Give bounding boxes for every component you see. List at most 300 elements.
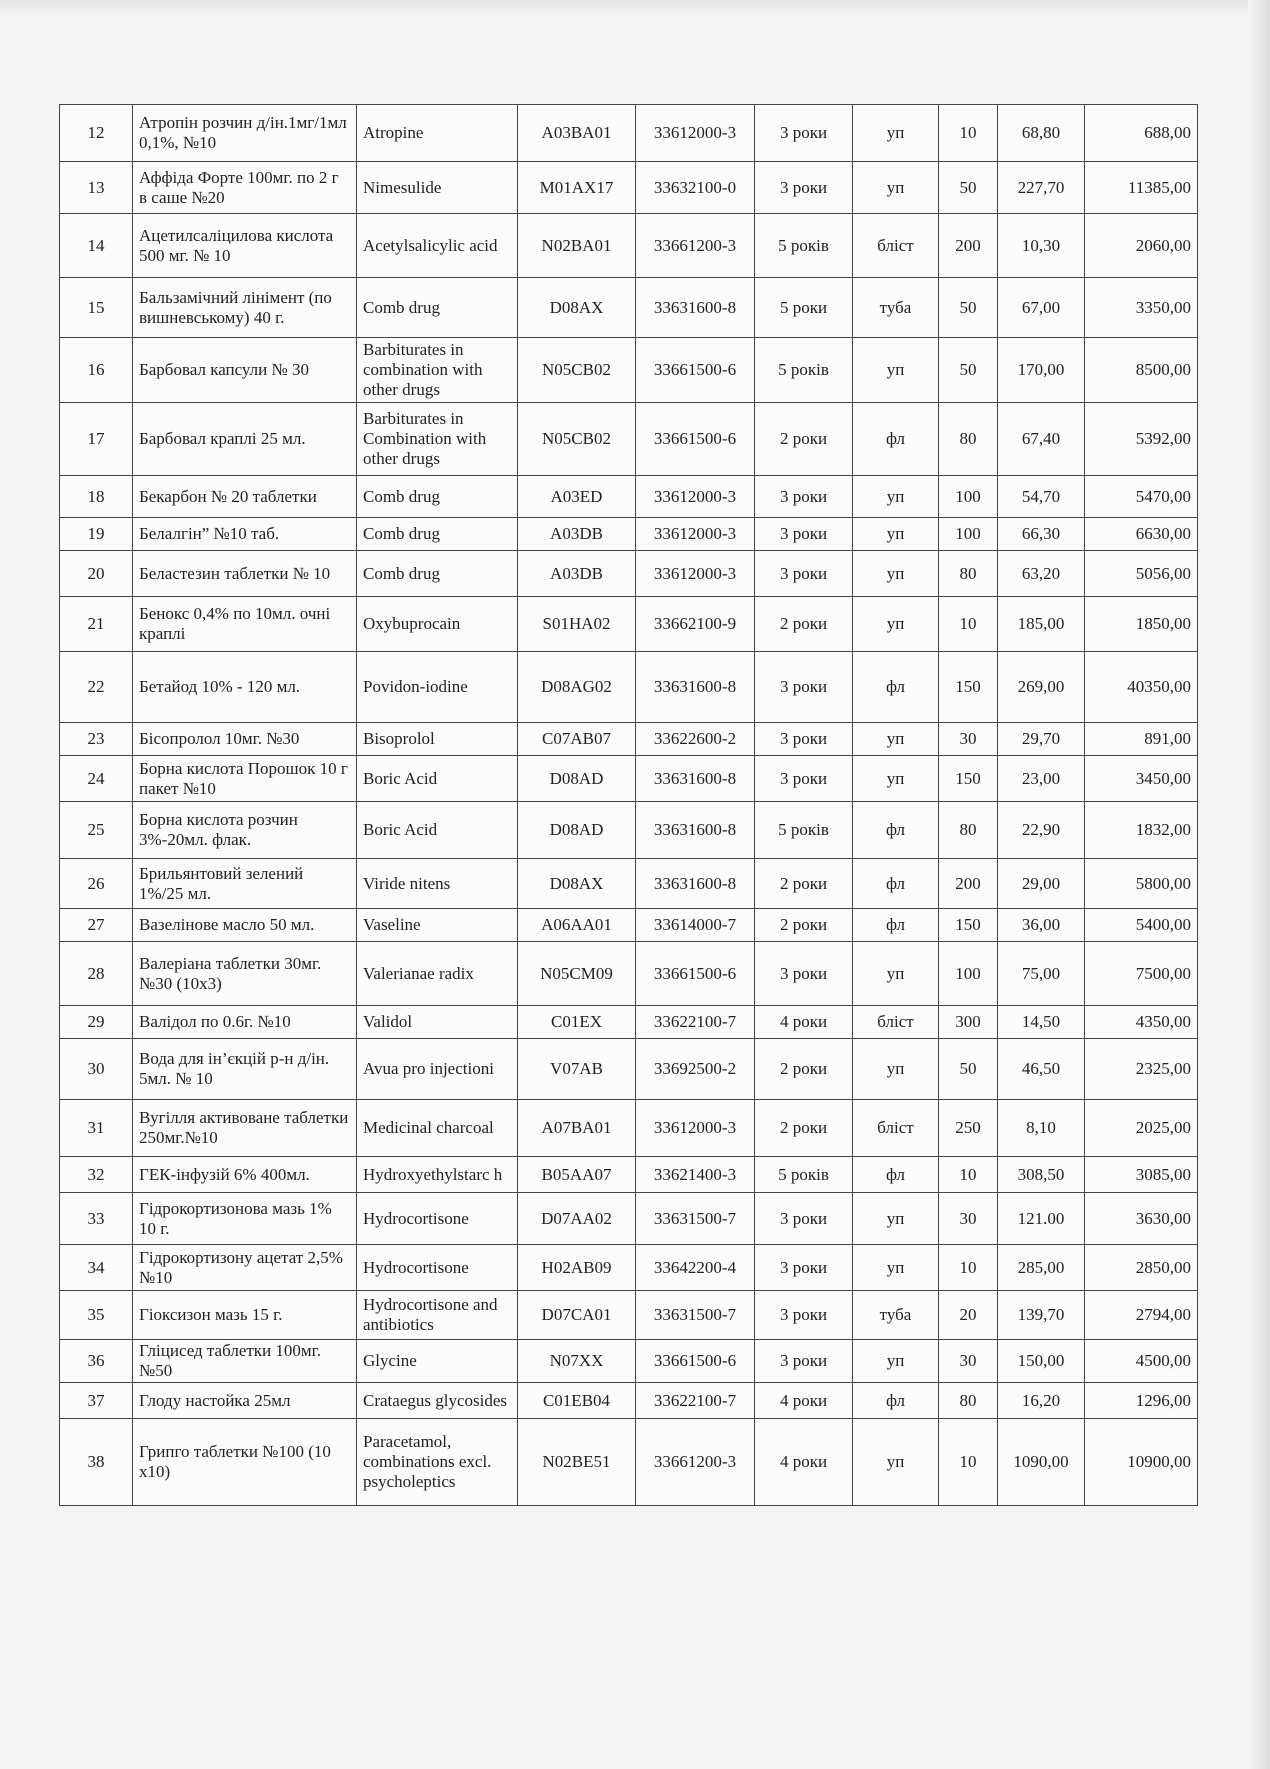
total-sum-cell: 2325,00 (1085, 1039, 1198, 1100)
unit-price-cell: 67,40 (998, 403, 1085, 476)
row-number-cell: 23 (60, 723, 133, 756)
unit-cell: уп (853, 1245, 939, 1291)
table-row (60, 597, 1198, 652)
inn-name-cell: Barbiturates in Combination with other drugs (357, 403, 518, 476)
drug-name-cell: Атропін розчин д/ін.1мг/1мл 0,1%, №10 (133, 105, 357, 162)
total-sum-cell: 5392,00 (1085, 403, 1198, 476)
shelf-life-cell: 3 роки (755, 1245, 853, 1291)
table-row (60, 1340, 1198, 1383)
total-sum-cell: 4350,00 (1085, 1006, 1198, 1039)
atc-code-cell: B05AA07 (518, 1157, 636, 1193)
atc-code-cell: C07AB07 (518, 723, 636, 756)
table-row (60, 652, 1198, 723)
drug-name-cell: Вугілля активоване таблетки 250мг.№10 (133, 1100, 357, 1157)
dk-code-cell: 33622100-7 (636, 1383, 755, 1419)
quantity-cell: 80 (939, 1383, 998, 1419)
row-number-cell: 14 (60, 214, 133, 278)
quantity-cell: 10 (939, 597, 998, 652)
total-sum-cell: 11385,00 (1085, 162, 1198, 214)
atc-code-cell: D08AX (518, 278, 636, 338)
dk-code-cell: 33622600-2 (636, 723, 755, 756)
inn-name-cell: Boric Acid (357, 756, 518, 802)
inn-name-cell: Comb drug (357, 518, 518, 551)
drug-name-cell: Валеріана таблетки 30мг. №30 (10x3) (133, 942, 357, 1006)
total-sum-cell: 3085,00 (1085, 1157, 1198, 1193)
unit-price-cell: 68,80 (998, 105, 1085, 162)
unit-cell: фл (853, 1157, 939, 1193)
table-row (60, 1039, 1198, 1100)
drug-name-cell: Бекарбон № 20 таблетки (133, 476, 357, 518)
inn-name-cell: Comb drug (357, 278, 518, 338)
inn-name-cell: Bisoprolol (357, 723, 518, 756)
shelf-life-cell: 3 роки (755, 652, 853, 723)
shelf-life-cell: 4 роки (755, 1383, 853, 1419)
inn-name-cell: Valerianae radix (357, 942, 518, 1006)
row-number-cell: 29 (60, 1006, 133, 1039)
total-sum-cell: 1850,00 (1085, 597, 1198, 652)
inn-name-cell: Atropine (357, 105, 518, 162)
row-number-cell: 32 (60, 1157, 133, 1193)
total-sum-cell: 5056,00 (1085, 551, 1198, 597)
row-number-cell: 16 (60, 338, 133, 403)
quantity-cell: 80 (939, 403, 998, 476)
atc-code-cell: D08AG02 (518, 652, 636, 723)
quantity-cell: 50 (939, 278, 998, 338)
quantity-cell: 150 (939, 756, 998, 802)
inn-name-cell: Povidon-iodine (357, 652, 518, 723)
shelf-life-cell: 2 роки (755, 909, 853, 942)
table-row (60, 756, 1198, 802)
total-sum-cell: 891,00 (1085, 723, 1198, 756)
row-number-cell: 35 (60, 1291, 133, 1340)
drug-name-cell: Брильянтовий зелений 1%/25 мл. (133, 859, 357, 909)
row-number-cell: 19 (60, 518, 133, 551)
dk-code-cell: 33632100-0 (636, 162, 755, 214)
unit-cell: бліст (853, 214, 939, 278)
inn-name-cell: Viride nitens (357, 859, 518, 909)
drug-name-cell: Глоду настойка 25мл (133, 1383, 357, 1419)
table-row (60, 1383, 1198, 1419)
quantity-cell: 20 (939, 1291, 998, 1340)
table-row (60, 518, 1198, 551)
dk-code-cell: 33631600-8 (636, 802, 755, 859)
dk-code-cell: 33661500-6 (636, 338, 755, 403)
quantity-cell: 300 (939, 1006, 998, 1039)
unit-price-cell: 14,50 (998, 1006, 1085, 1039)
inn-name-cell: Hydrocortisone and antibiotics (357, 1291, 518, 1340)
row-number-cell: 15 (60, 278, 133, 338)
row-number-cell: 24 (60, 756, 133, 802)
atc-code-cell: A07BA01 (518, 1100, 636, 1157)
total-sum-cell: 5400,00 (1085, 909, 1198, 942)
inn-name-cell: Barbiturates in combination with other drugs (357, 338, 518, 403)
total-sum-cell: 8500,00 (1085, 338, 1198, 403)
total-sum-cell: 1832,00 (1085, 802, 1198, 859)
total-sum-cell: 2794,00 (1085, 1291, 1198, 1340)
dk-code-cell: 33612000-3 (636, 105, 755, 162)
dk-code-cell: 33631500-7 (636, 1291, 755, 1340)
total-sum-cell: 2025,00 (1085, 1100, 1198, 1157)
row-number-cell: 18 (60, 476, 133, 518)
unit-price-cell: 16,20 (998, 1383, 1085, 1419)
row-number-cell: 12 (60, 105, 133, 162)
table-row (60, 1419, 1198, 1506)
inn-name-cell: Hydrocortisone (357, 1245, 518, 1291)
unit-cell: уп (853, 476, 939, 518)
table-body (60, 105, 1198, 1506)
dk-code-cell: 33631500-7 (636, 1193, 755, 1245)
quantity-cell: 150 (939, 909, 998, 942)
drug-name-cell: Вода для ін’єкцій р-н д/ін. 5мл. № 10 (133, 1039, 357, 1100)
shelf-life-cell: 3 роки (755, 1340, 853, 1383)
dk-code-cell: 33631600-8 (636, 859, 755, 909)
dk-code-cell: 33661500-6 (636, 942, 755, 1006)
atc-code-cell: H02AB09 (518, 1245, 636, 1291)
dk-code-cell: 33631600-8 (636, 756, 755, 802)
dk-code-cell: 33612000-3 (636, 551, 755, 597)
dk-code-cell: 33612000-3 (636, 1100, 755, 1157)
atc-code-cell: M01AX17 (518, 162, 636, 214)
dk-code-cell: 33661500-6 (636, 1340, 755, 1383)
quantity-cell: 50 (939, 162, 998, 214)
scan-top-shadow (0, 0, 1270, 18)
row-number-cell: 38 (60, 1419, 133, 1506)
inn-name-cell: Boric Acid (357, 802, 518, 859)
drug-name-cell: Валідол по 0.6г. №10 (133, 1006, 357, 1039)
shelf-life-cell: 3 роки (755, 476, 853, 518)
row-number-cell: 20 (60, 551, 133, 597)
unit-price-cell: 66,30 (998, 518, 1085, 551)
drug-name-cell: Гідрокортизонова мазь 1% 10 г. (133, 1193, 357, 1245)
shelf-life-cell: 3 роки (755, 1291, 853, 1340)
total-sum-cell: 3630,00 (1085, 1193, 1198, 1245)
dk-code-cell: 33614000-7 (636, 909, 755, 942)
shelf-life-cell: 5 років (755, 214, 853, 278)
table-row (60, 909, 1198, 942)
quantity-cell: 200 (939, 859, 998, 909)
dk-code-cell: 33631600-8 (636, 278, 755, 338)
unit-cell: фл (853, 1383, 939, 1419)
inn-name-cell: Comb drug (357, 476, 518, 518)
unit-cell: фл (853, 859, 939, 909)
table-row (60, 1006, 1198, 1039)
row-number-cell: 27 (60, 909, 133, 942)
unit-cell: уп (853, 162, 939, 214)
drug-name-cell: Гідрокортизону ацетат 2,5% №10 (133, 1245, 357, 1291)
atc-code-cell: A06AA01 (518, 909, 636, 942)
atc-code-cell: D08AD (518, 756, 636, 802)
unit-price-cell: 29,70 (998, 723, 1085, 756)
total-sum-cell: 4500,00 (1085, 1340, 1198, 1383)
dk-code-cell: 33631600-8 (636, 652, 755, 723)
row-number-cell: 34 (60, 1245, 133, 1291)
unit-cell: уп (853, 1340, 939, 1383)
shelf-life-cell: 3 роки (755, 756, 853, 802)
quantity-cell: 10 (939, 1419, 998, 1506)
inn-name-cell: Validol (357, 1006, 518, 1039)
atc-code-cell: N02BA01 (518, 214, 636, 278)
shelf-life-cell: 5 роки (755, 278, 853, 338)
atc-code-cell: N02BE51 (518, 1419, 636, 1506)
unit-price-cell: 75,00 (998, 942, 1085, 1006)
drug-name-cell: Аффіда Форте 100мг. по 2 г в саше №20 (133, 162, 357, 214)
atc-code-cell: N05CM09 (518, 942, 636, 1006)
inn-name-cell: Paracetamol, combinations excl. psycholeptics (357, 1419, 518, 1506)
unit-cell: уп (853, 105, 939, 162)
row-number-cell: 21 (60, 597, 133, 652)
row-number-cell: 28 (60, 942, 133, 1006)
quantity-cell: 10 (939, 1157, 998, 1193)
table-row (60, 338, 1198, 403)
quantity-cell: 250 (939, 1100, 998, 1157)
total-sum-cell: 7500,00 (1085, 942, 1198, 1006)
unit-cell: фл (853, 802, 939, 859)
shelf-life-cell: 3 роки (755, 942, 853, 1006)
unit-cell: фл (853, 909, 939, 942)
unit-cell: уп (853, 338, 939, 403)
unit-price-cell: 1090,00 (998, 1419, 1085, 1506)
atc-code-cell: V07AB (518, 1039, 636, 1100)
shelf-life-cell: 2 роки (755, 403, 853, 476)
quantity-cell: 50 (939, 1039, 998, 1100)
unit-price-cell: 29,00 (998, 859, 1085, 909)
dk-code-cell: 33662100-9 (636, 597, 755, 652)
shelf-life-cell: 4 роки (755, 1006, 853, 1039)
drug-name-cell: Беластезин таблетки № 10 (133, 551, 357, 597)
total-sum-cell: 688,00 (1085, 105, 1198, 162)
table-row (60, 1193, 1198, 1245)
total-sum-cell: 40350,00 (1085, 652, 1198, 723)
row-number-cell: 33 (60, 1193, 133, 1245)
quantity-cell: 100 (939, 476, 998, 518)
inn-name-cell: Crataegus glycosides (357, 1383, 518, 1419)
row-number-cell: 13 (60, 162, 133, 214)
unit-price-cell: 54,70 (998, 476, 1085, 518)
unit-price-cell: 23,00 (998, 756, 1085, 802)
quantity-cell: 30 (939, 1193, 998, 1245)
shelf-life-cell: 3 роки (755, 551, 853, 597)
drug-name-cell: Гліцисед таблетки 100мг.№50 (133, 1340, 357, 1383)
unit-cell: уп (853, 723, 939, 756)
inn-name-cell: Glycine (357, 1340, 518, 1383)
unit-price-cell: 22,90 (998, 802, 1085, 859)
unit-price-cell: 285,00 (998, 1245, 1085, 1291)
dk-code-cell: 33612000-3 (636, 518, 755, 551)
atc-code-cell: D08AD (518, 802, 636, 859)
drug-name-cell: Борна кислота Порошок 10 г пакет №10 (133, 756, 357, 802)
table-row (60, 723, 1198, 756)
total-sum-cell: 5470,00 (1085, 476, 1198, 518)
quantity-cell: 30 (939, 1340, 998, 1383)
shelf-life-cell: 5 років (755, 802, 853, 859)
unit-cell: туба (853, 1291, 939, 1340)
inn-name-cell: Nimesulide (357, 162, 518, 214)
quantity-cell: 10 (939, 105, 998, 162)
unit-cell: туба (853, 278, 939, 338)
unit-cell: фл (853, 652, 939, 723)
dk-code-cell: 33621400-3 (636, 1157, 755, 1193)
row-number-cell: 25 (60, 802, 133, 859)
table-row (60, 214, 1198, 278)
drug-name-cell: Гіоксизон мазь 15 г. (133, 1291, 357, 1340)
drug-name-cell: Бенокс 0,4% по 10мл. очні краплі (133, 597, 357, 652)
table-row (60, 1157, 1198, 1193)
quantity-cell: 150 (939, 652, 998, 723)
total-sum-cell: 2060,00 (1085, 214, 1198, 278)
inn-name-cell: Avua pro injectioni (357, 1039, 518, 1100)
dk-code-cell: 33661500-6 (636, 403, 755, 476)
unit-cell: уп (853, 597, 939, 652)
shelf-life-cell: 3 роки (755, 105, 853, 162)
unit-cell: уп (853, 1039, 939, 1100)
shelf-life-cell: 3 роки (755, 723, 853, 756)
unit-price-cell: 227,70 (998, 162, 1085, 214)
table-row (60, 162, 1198, 214)
total-sum-cell: 2850,00 (1085, 1245, 1198, 1291)
unit-price-cell: 185,00 (998, 597, 1085, 652)
drug-name-cell: Барбовал краплі 25 мл. (133, 403, 357, 476)
unit-cell: бліст (853, 1006, 939, 1039)
atc-code-cell: A03DB (518, 518, 636, 551)
quantity-cell: 200 (939, 214, 998, 278)
row-number-cell: 30 (60, 1039, 133, 1100)
row-number-cell: 37 (60, 1383, 133, 1419)
unit-price-cell: 63,20 (998, 551, 1085, 597)
atc-code-cell: S01HA02 (518, 597, 636, 652)
drug-name-cell: Барбовал капсули № 30 (133, 338, 357, 403)
drug-name-cell: Грипго таблетки №100 (10 x10) (133, 1419, 357, 1506)
total-sum-cell: 6630,00 (1085, 518, 1198, 551)
row-number-cell: 26 (60, 859, 133, 909)
atc-code-cell: A03ED (518, 476, 636, 518)
atc-code-cell: N07XX (518, 1340, 636, 1383)
dk-code-cell: 33661200-3 (636, 214, 755, 278)
atc-code-cell: A03BA01 (518, 105, 636, 162)
unit-price-cell: 46,50 (998, 1039, 1085, 1100)
unit-price-cell: 121.00 (998, 1193, 1085, 1245)
shelf-life-cell: 5 років (755, 1157, 853, 1193)
drug-name-cell: Бальзамічний лінімент (по вишневському) 40 г. (133, 278, 357, 338)
row-number-cell: 31 (60, 1100, 133, 1157)
inn-name-cell: Hydroxyethylstarc h (357, 1157, 518, 1193)
unit-price-cell: 67,00 (998, 278, 1085, 338)
atc-code-cell: D08AX (518, 859, 636, 909)
unit-cell: бліст (853, 1100, 939, 1157)
unit-price-cell: 308,50 (998, 1157, 1085, 1193)
row-number-cell: 36 (60, 1340, 133, 1383)
unit-price-cell: 36,00 (998, 909, 1085, 942)
atc-code-cell: C01EX (518, 1006, 636, 1039)
unit-cell: уп (853, 1193, 939, 1245)
shelf-life-cell: 4 роки (755, 1419, 853, 1506)
unit-cell: фл (853, 403, 939, 476)
shelf-life-cell: 2 роки (755, 859, 853, 909)
drug-name-cell: Бісопролол 10мг. №30 (133, 723, 357, 756)
drug-name-cell: ГЕК-інфузій 6% 400мл. (133, 1157, 357, 1193)
atc-code-cell: C01EB04 (518, 1383, 636, 1419)
total-sum-cell: 10900,00 (1085, 1419, 1198, 1506)
inn-name-cell: Acetylsalicylic acid (357, 214, 518, 278)
unit-cell: уп (853, 551, 939, 597)
unit-price-cell: 10,30 (998, 214, 1085, 278)
table-row (60, 802, 1198, 859)
table-row (60, 859, 1198, 909)
table-row (60, 1245, 1198, 1291)
unit-price-cell: 8,10 (998, 1100, 1085, 1157)
atc-code-cell: A03DB (518, 551, 636, 597)
shelf-life-cell: 3 роки (755, 518, 853, 551)
quantity-cell: 50 (939, 338, 998, 403)
dk-code-cell: 33661200-3 (636, 1419, 755, 1506)
shelf-life-cell: 2 роки (755, 1100, 853, 1157)
drug-name-cell: Бетайод 10% - 120 мл. (133, 652, 357, 723)
row-number-cell: 22 (60, 652, 133, 723)
table-row (60, 1291, 1198, 1340)
atc-code-cell: D07AA02 (518, 1193, 636, 1245)
inn-name-cell: Hydrocortisone (357, 1193, 518, 1245)
table-row (60, 403, 1198, 476)
unit-cell: уп (853, 942, 939, 1006)
atc-code-cell: N05CB02 (518, 403, 636, 476)
unit-cell: уп (853, 756, 939, 802)
total-sum-cell: 3350,00 (1085, 278, 1198, 338)
quantity-cell: 10 (939, 1245, 998, 1291)
drug-name-cell: Ацетилсаліцилова кислота 500 мг. № 10 (133, 214, 357, 278)
total-sum-cell: 5800,00 (1085, 859, 1198, 909)
dk-code-cell: 33612000-3 (636, 476, 755, 518)
shelf-life-cell: 3 роки (755, 1193, 853, 1245)
inn-name-cell: Comb drug (357, 551, 518, 597)
medicines-table (59, 104, 1198, 1506)
table-row (60, 551, 1198, 597)
inn-name-cell: Medicinal charcoal (357, 1100, 518, 1157)
drug-name-cell: Вазелінове масло 50 мл. (133, 909, 357, 942)
shelf-life-cell: 3 роки (755, 162, 853, 214)
inn-name-cell: Vaseline (357, 909, 518, 942)
shelf-life-cell: 5 років (755, 338, 853, 403)
quantity-cell: 100 (939, 518, 998, 551)
quantity-cell: 80 (939, 551, 998, 597)
total-sum-cell: 3450,00 (1085, 756, 1198, 802)
dk-code-cell: 33642200-4 (636, 1245, 755, 1291)
quantity-cell: 80 (939, 802, 998, 859)
unit-cell: уп (853, 518, 939, 551)
unit-cell: уп (853, 1419, 939, 1506)
unit-price-cell: 150,00 (998, 1340, 1085, 1383)
shelf-life-cell: 2 роки (755, 1039, 853, 1100)
total-sum-cell: 1296,00 (1085, 1383, 1198, 1419)
table-row (60, 942, 1198, 1006)
dk-code-cell: 33692500-2 (636, 1039, 755, 1100)
quantity-cell: 100 (939, 942, 998, 1006)
drug-name-cell: Борна кислота розчин 3%-20мл. флак. (133, 802, 357, 859)
unit-price-cell: 139,70 (998, 1291, 1085, 1340)
unit-price-cell: 269,00 (998, 652, 1085, 723)
row-number-cell: 17 (60, 403, 133, 476)
atc-code-cell: D07CA01 (518, 1291, 636, 1340)
table-row (60, 105, 1198, 162)
unit-price-cell: 170,00 (998, 338, 1085, 403)
drug-name-cell: Белалгін” №10 таб. (133, 518, 357, 551)
table-row (60, 476, 1198, 518)
quantity-cell: 30 (939, 723, 998, 756)
table-row (60, 278, 1198, 338)
inn-name-cell: Oxybuprocain (357, 597, 518, 652)
table-row (60, 1100, 1198, 1157)
shelf-life-cell: 2 роки (755, 597, 853, 652)
atc-code-cell: N05CB02 (518, 338, 636, 403)
dk-code-cell: 33622100-7 (636, 1006, 755, 1039)
